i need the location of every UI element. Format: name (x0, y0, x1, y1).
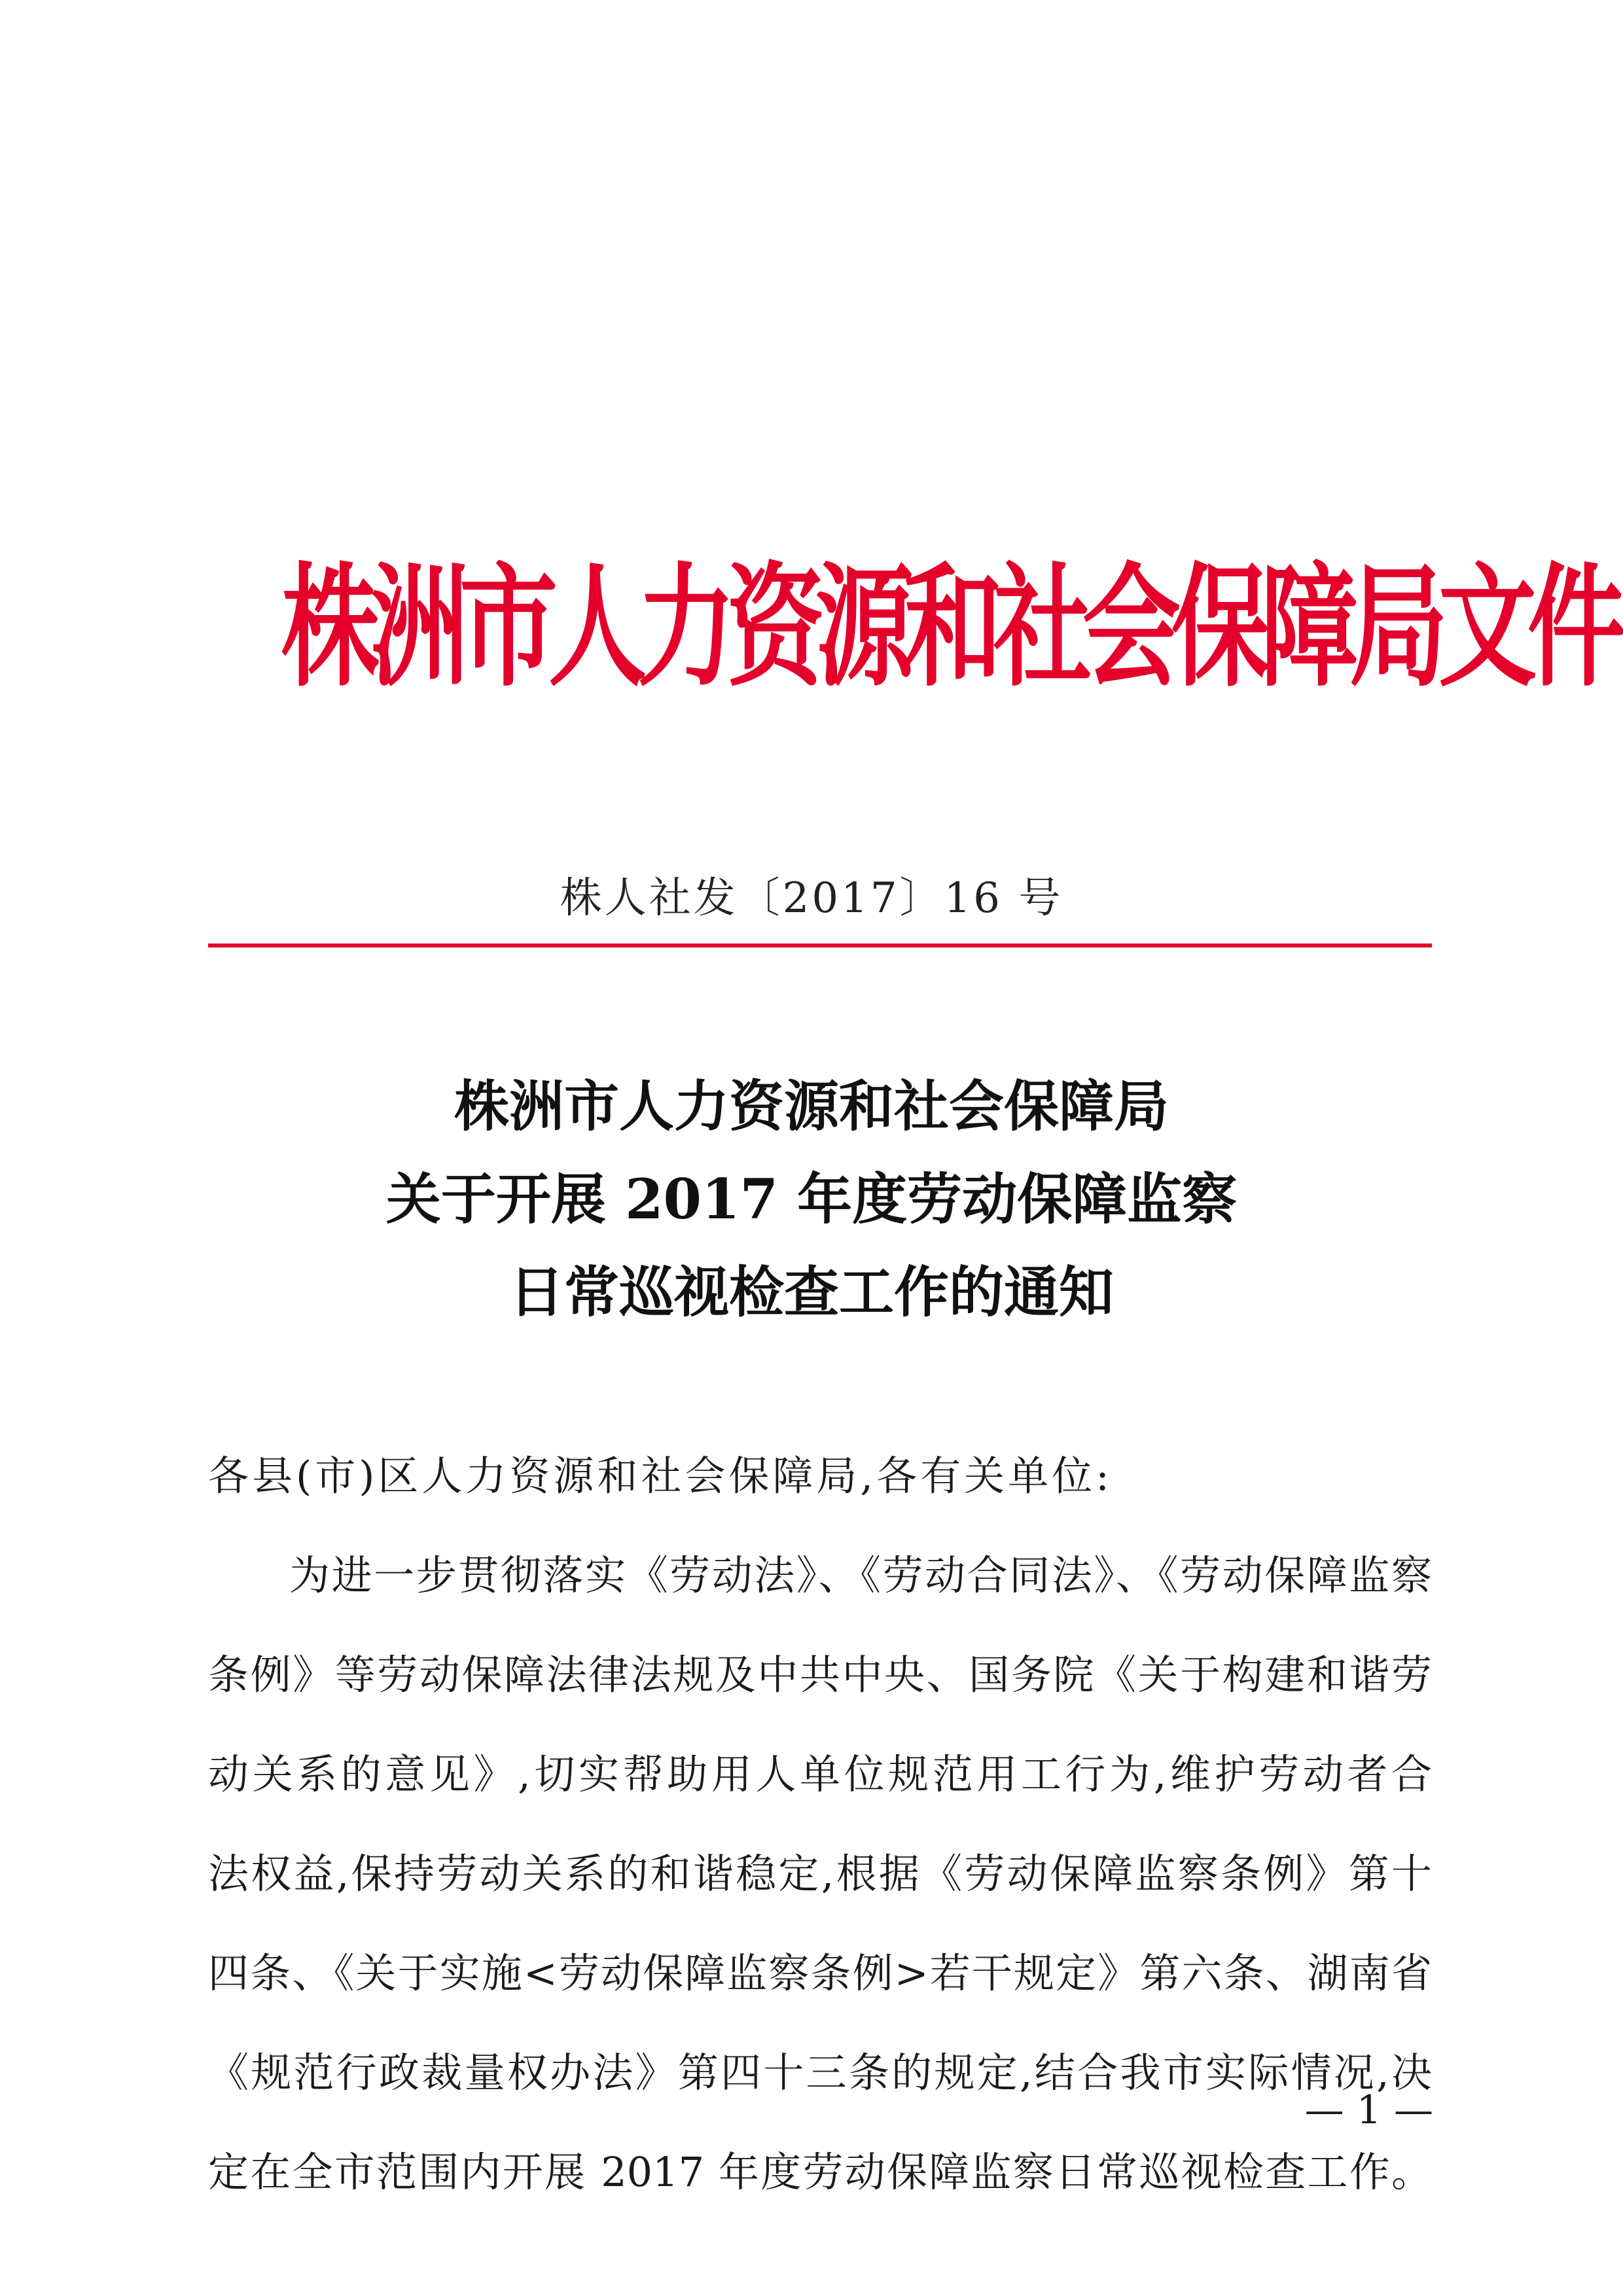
paragraph-line-3: 动关系的意见》,切实帮助用人单位规范用工行为,维护劳动者合 (208, 1750, 1432, 1798)
document-title (0, 1060, 1623, 1339)
paragraph-line-4: 法权益,保持劳动关系的和谐稳定,根据《劳动保障监察条例》第十 (208, 1850, 1432, 1898)
paragraph-line-5: 四条、《关于实施<劳动保障监察条例>若干规定》第六条、湖南省 (208, 1949, 1432, 1997)
paragraph-line-6: 《规范行政裁量权办法》第四十三条的规定,结合我市实际情况,决 (208, 2049, 1432, 2096)
page-number: — 1 — (1304, 2087, 1433, 2133)
title-line-3: 日常巡视检查工作的通知 (508, 1260, 1114, 1324)
salutation: 各县(市)区人力资源和社会保障局,各有关单位: (208, 1452, 1113, 1500)
red-divider-line (208, 944, 1432, 947)
document-number: 株人社发〔2017〕16 号 (560, 874, 1063, 923)
paragraph-line-2: 条例》等劳动保障法律法规及中共中央、国务院《关于构建和谐劳 (208, 1651, 1432, 1699)
document-masthead: 株洲市人力资源和社会保障局文件 (281, 551, 1617, 705)
paragraph-line-1: 为进一步贯彻落实《劳动法》、《劳动合同法》、《劳动保障监察 (289, 1551, 1432, 1599)
title-line-1: 株洲市人力资源和社会保障局 (454, 1074, 1169, 1139)
title-line-2: 关于开展 2017 年度劳动保障监察 (385, 1167, 1238, 1231)
document-body (208, 1426, 1432, 2222)
paragraph-line-7: 定在全市范围内开展 2017 年度劳动保障监察日常巡视检查工作。 (208, 2148, 1432, 2196)
